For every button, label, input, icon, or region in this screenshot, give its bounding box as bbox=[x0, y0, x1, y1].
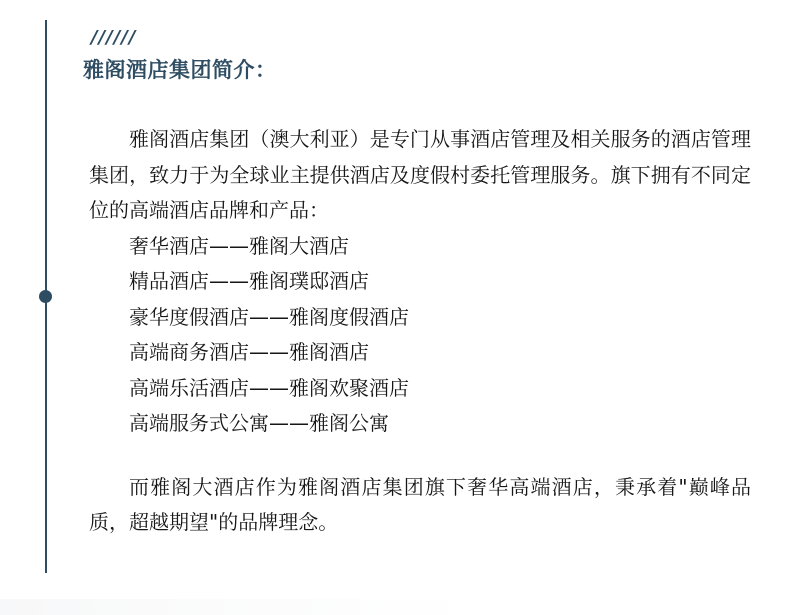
brand-list-item: 高端服务式公寓——雅阁公寓 bbox=[129, 411, 389, 435]
decorative-slashes: ////// bbox=[91, 27, 137, 48]
brand-list bbox=[89, 229, 751, 442]
article-body bbox=[89, 122, 751, 541]
brand-list-item: 高端商务酒店——雅阁酒店 bbox=[129, 340, 369, 364]
brand-list-item: 高端乐活酒店——雅阁欢聚酒店 bbox=[129, 375, 409, 400]
brand-list-item: 豪华度假酒店——雅阁度假酒店 bbox=[129, 304, 409, 329]
closing-paragraph: 而雅阁大酒店作为雅阁酒店集团旗下奢华高端酒店，秉承着"巅峰品质，超越期望"的品牌理念。 bbox=[89, 474, 751, 534]
timeline-dot bbox=[39, 290, 52, 303]
intro-paragraph: 雅阁酒店集团（澳大利亚）是专门从事酒店管理及相关服务的酒店管理集团，致力于为全球业主提供酒店及度假村委托管理服务。旗下拥有不同定位的高端酒店品牌和产品： bbox=[89, 127, 751, 222]
page-bottom-shade bbox=[0, 599, 470, 615]
brand-list-item: 精品酒店——雅阁璞邸酒店 bbox=[129, 269, 369, 293]
brand-list-item: 奢华酒店——雅阁大酒店 bbox=[129, 233, 349, 258]
page-title: 雅阁酒店集团简介： bbox=[83, 58, 277, 82]
